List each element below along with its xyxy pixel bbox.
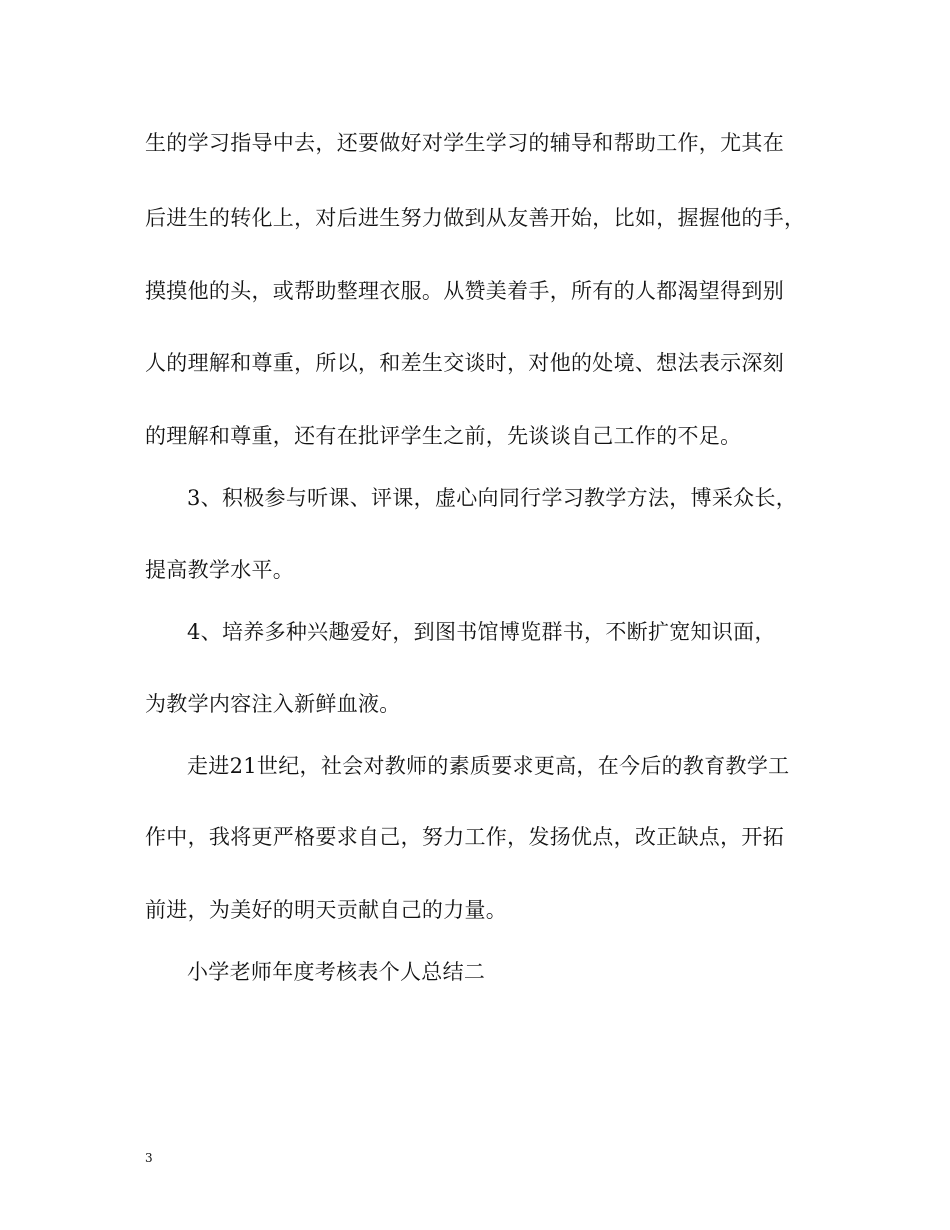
paragraph-line-2: 后进生的转化上，对后进生努力做到从友善开始，比如，握握他的手， — [145, 206, 806, 230]
closing-paragraph-line-2: 作中，我将更严格要求自己，努力工作，发扬优点，改正缺点，开拓 — [145, 825, 784, 849]
closing-paragraph-line-3: 前进，为美好的明天贡献自己的力量。 — [145, 898, 508, 922]
list-item-3-line-1: 3、积极参与听课、评课，虚心向同行学习教学方法，博采众长， — [187, 486, 798, 510]
paragraph-line-3: 摸摸他的头，或帮助整理衣服。从赞美着手，所有的人都渴望得到别 — [145, 279, 784, 303]
list-item-4-line-1: 4、培养多种兴趣爱好，到图书馆博览群书，不断扩宽知识面， — [187, 620, 776, 644]
paragraph-line-4: 人的理解和尊重，所以，和差生交谈时，对他的处境、想法表示深刻 — [145, 351, 784, 375]
closing-paragraph-line-1: 走进21世纪，社会对教师的素质要求更高，在今后的教育教学工 — [187, 754, 790, 778]
list-item-4-line-2: 为教学内容注入新鲜血液。 — [145, 692, 401, 716]
section-heading: 小学老师年度考核表个人总结二 — [187, 960, 486, 984]
page-number: 3 — [145, 1151, 153, 1165]
paragraph-line-1: 生的学习指导中去，还要做好对学生学习的辅导和帮助工作，尤其在 — [145, 131, 784, 155]
list-item-3-line-2: 提高教学水平。 — [145, 558, 295, 582]
paragraph-line-5: 的理解和尊重，还有在批评学生之前，先谈谈自己工作的不足。 — [145, 424, 742, 448]
